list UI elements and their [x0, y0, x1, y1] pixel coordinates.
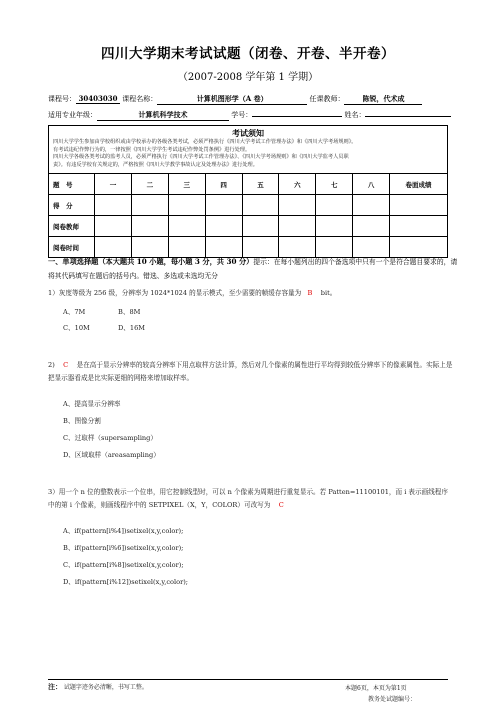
course-no-label: 课程号：: [48, 95, 76, 103]
grader-cell[interactable]: [205, 216, 242, 237]
q2-text: 是在高于显示分辨率的较高分辨率下用点取样方法计算，然后对几个像素的属性进行平均得到较低分辨率下的像素属性。实际上是把显示器看成是比实际更细的网格来增加取样率。: [48, 361, 453, 382]
name-label: 姓名：: [344, 111, 366, 119]
section1-instruction: 提示：在每小题列出的四个备选项中只有一个是符合题目要求的，请将其代码填写在题后的括号内。错选、多选或未选均无分: [48, 258, 458, 280]
major: 计算机科学技术: [97, 110, 229, 121]
grader-row-label: 阅卷教师: [49, 216, 95, 237]
course-name: 计算机图形学（A 卷）: [157, 94, 307, 105]
q1-option: C、10M: [63, 324, 90, 332]
score-row-label: 得 分: [49, 195, 95, 216]
score-header-cell: 八: [353, 174, 390, 195]
score-cell[interactable]: [205, 195, 242, 216]
score-table: [48, 173, 448, 258]
teacher-label: 任课教师：: [309, 95, 345, 103]
q1-option: A、7M: [63, 308, 86, 316]
score-row: [49, 195, 448, 216]
score-header-cell: 三: [168, 174, 205, 195]
score-cell[interactable]: [353, 195, 390, 216]
q2-option: D、区域取样（areasampling）: [63, 451, 160, 459]
course-name-label: 课程名称：: [122, 95, 158, 103]
exam-notice: [48, 125, 448, 173]
q3-option: D、if(pattern[i%12])setixel(x,y,color);: [63, 578, 189, 586]
footer-dept: 教务处试题编号：: [368, 696, 417, 703]
score-header-cell: 四: [205, 174, 242, 195]
question-3: [48, 486, 453, 512]
score-header-cell: 五: [242, 174, 279, 195]
grader-cell[interactable]: [95, 216, 132, 237]
q1-answer: B: [307, 289, 313, 297]
grading-time-label: 阅卷时间: [49, 237, 95, 258]
q1-unit: bit。: [320, 289, 337, 297]
score-header-cell: 七: [316, 174, 353, 195]
course-no: 30403030: [76, 94, 120, 104]
score-header-cell: 卷面成绩: [390, 174, 448, 195]
notice-title: 考试须知: [232, 128, 264, 138]
score-header-row: [49, 174, 448, 195]
footer-note-text: 试题字迹务必清晰，书写工整。: [63, 684, 148, 691]
q3-option: B、if(pattern[i%6])setixel(x,y,color);: [63, 544, 184, 552]
grader-cell[interactable]: [242, 216, 279, 237]
q1-option: D、16M: [118, 324, 146, 332]
grader-cell[interactable]: [168, 216, 205, 237]
grader-cell[interactable]: [353, 216, 390, 237]
q3-answer: C: [278, 501, 284, 509]
notice-line: 四川大学学生参加由学校组织或由学校承办的各级各类考试，必须严格执行《四川大学考试工作管理办法》和《四川大学考场规则》。: [53, 139, 357, 145]
grader-cell[interactable]: [131, 216, 168, 237]
q2-option: C、过取样（supersampling）: [63, 434, 157, 442]
teacher: 陈锐，代术成: [344, 94, 422, 105]
q1-option: B、8M: [118, 308, 141, 316]
grader-cell[interactable]: [279, 216, 316, 237]
score-cell[interactable]: [390, 195, 448, 216]
q2-option: A、提高显示分辨率: [63, 400, 121, 408]
score-header-cell: 二: [131, 174, 168, 195]
score-header-cell: 六: [279, 174, 316, 195]
score-cell[interactable]: [95, 195, 132, 216]
score-header-cell: 题 号: [49, 174, 95, 195]
q3-text: 3）用一个 n 位的整数表示一个位串，用它控制线型时，可以 n 个像素为周期进行重复显示。若 Patten=11100101，而 i 表示画线程序中的第 i 个像素，则画线程序中的 SETPIXEL（X，Y，COLOR）可改写为: [48, 488, 448, 509]
footer-note: [48, 682, 148, 692]
footer-divider: [48, 679, 448, 680]
score-cell[interactable]: [316, 195, 353, 216]
score-cell[interactable]: [279, 195, 316, 216]
section1-title: 一、单项选择题（本大题共 10 小题，每小题 3 分，共 30 分）: [48, 257, 254, 266]
course-info-row: [48, 94, 422, 105]
footer-pages: 本题6页，本页为第1页: [345, 685, 407, 692]
notice-line: 四川大学各级各类考试的监考人员，必须严格执行《四川大学考试工作管理办法》、《四川大学考场规则》和《四川大学监考人员职: [53, 154, 349, 160]
q2-option: B、图像分割: [63, 417, 101, 425]
q3-option: A、if(pattern[i%4])setixel(x,y,color);: [63, 527, 184, 535]
student-info-row: [48, 110, 451, 121]
section1-heading: [48, 255, 458, 283]
score-cell[interactable]: [131, 195, 168, 216]
footer-note-label: 注：: [48, 682, 62, 691]
question-2: [48, 359, 453, 385]
q3-option: C、if(pattern[i%8])setixel(x,y,color);: [63, 561, 184, 569]
score-cell[interactable]: [242, 195, 279, 216]
grader-cell[interactable]: [316, 216, 353, 237]
exam-subtitle: （2007-2008 学年第 1 学期）: [177, 72, 319, 83]
q2-answer: C: [63, 361, 69, 369]
student-no-field[interactable]: [252, 116, 342, 117]
q1-text: 1）灰度等级为 256 级，分辨率为 1024*1024 的显示模式，至少需要的帧缓存容量为: [48, 289, 302, 297]
q2-number: 2): [48, 361, 55, 369]
name-field[interactable]: [365, 116, 451, 117]
grader-cell[interactable]: [390, 216, 448, 237]
notice-line: 有考试违纪作弊行为的，一律按照《四川大学学生考试违纪作弊处罚条例》进行处理。: [53, 146, 251, 153]
grader-row: [49, 216, 448, 237]
major-label: 适用专业年级：: [48, 111, 97, 119]
exam-title: 四川大学期末考试试题（闭卷、开卷、半开卷）: [101, 46, 395, 62]
notice-line: 责》。有违反学校有关规定的，严格按照《四川大学教学事故认定及处理办法》进行处理。: [53, 161, 258, 168]
score-header-cell: 一: [95, 174, 132, 195]
score-cell[interactable]: [168, 195, 205, 216]
question-1: [48, 287, 453, 300]
student-no-label: 学号：: [231, 111, 253, 119]
